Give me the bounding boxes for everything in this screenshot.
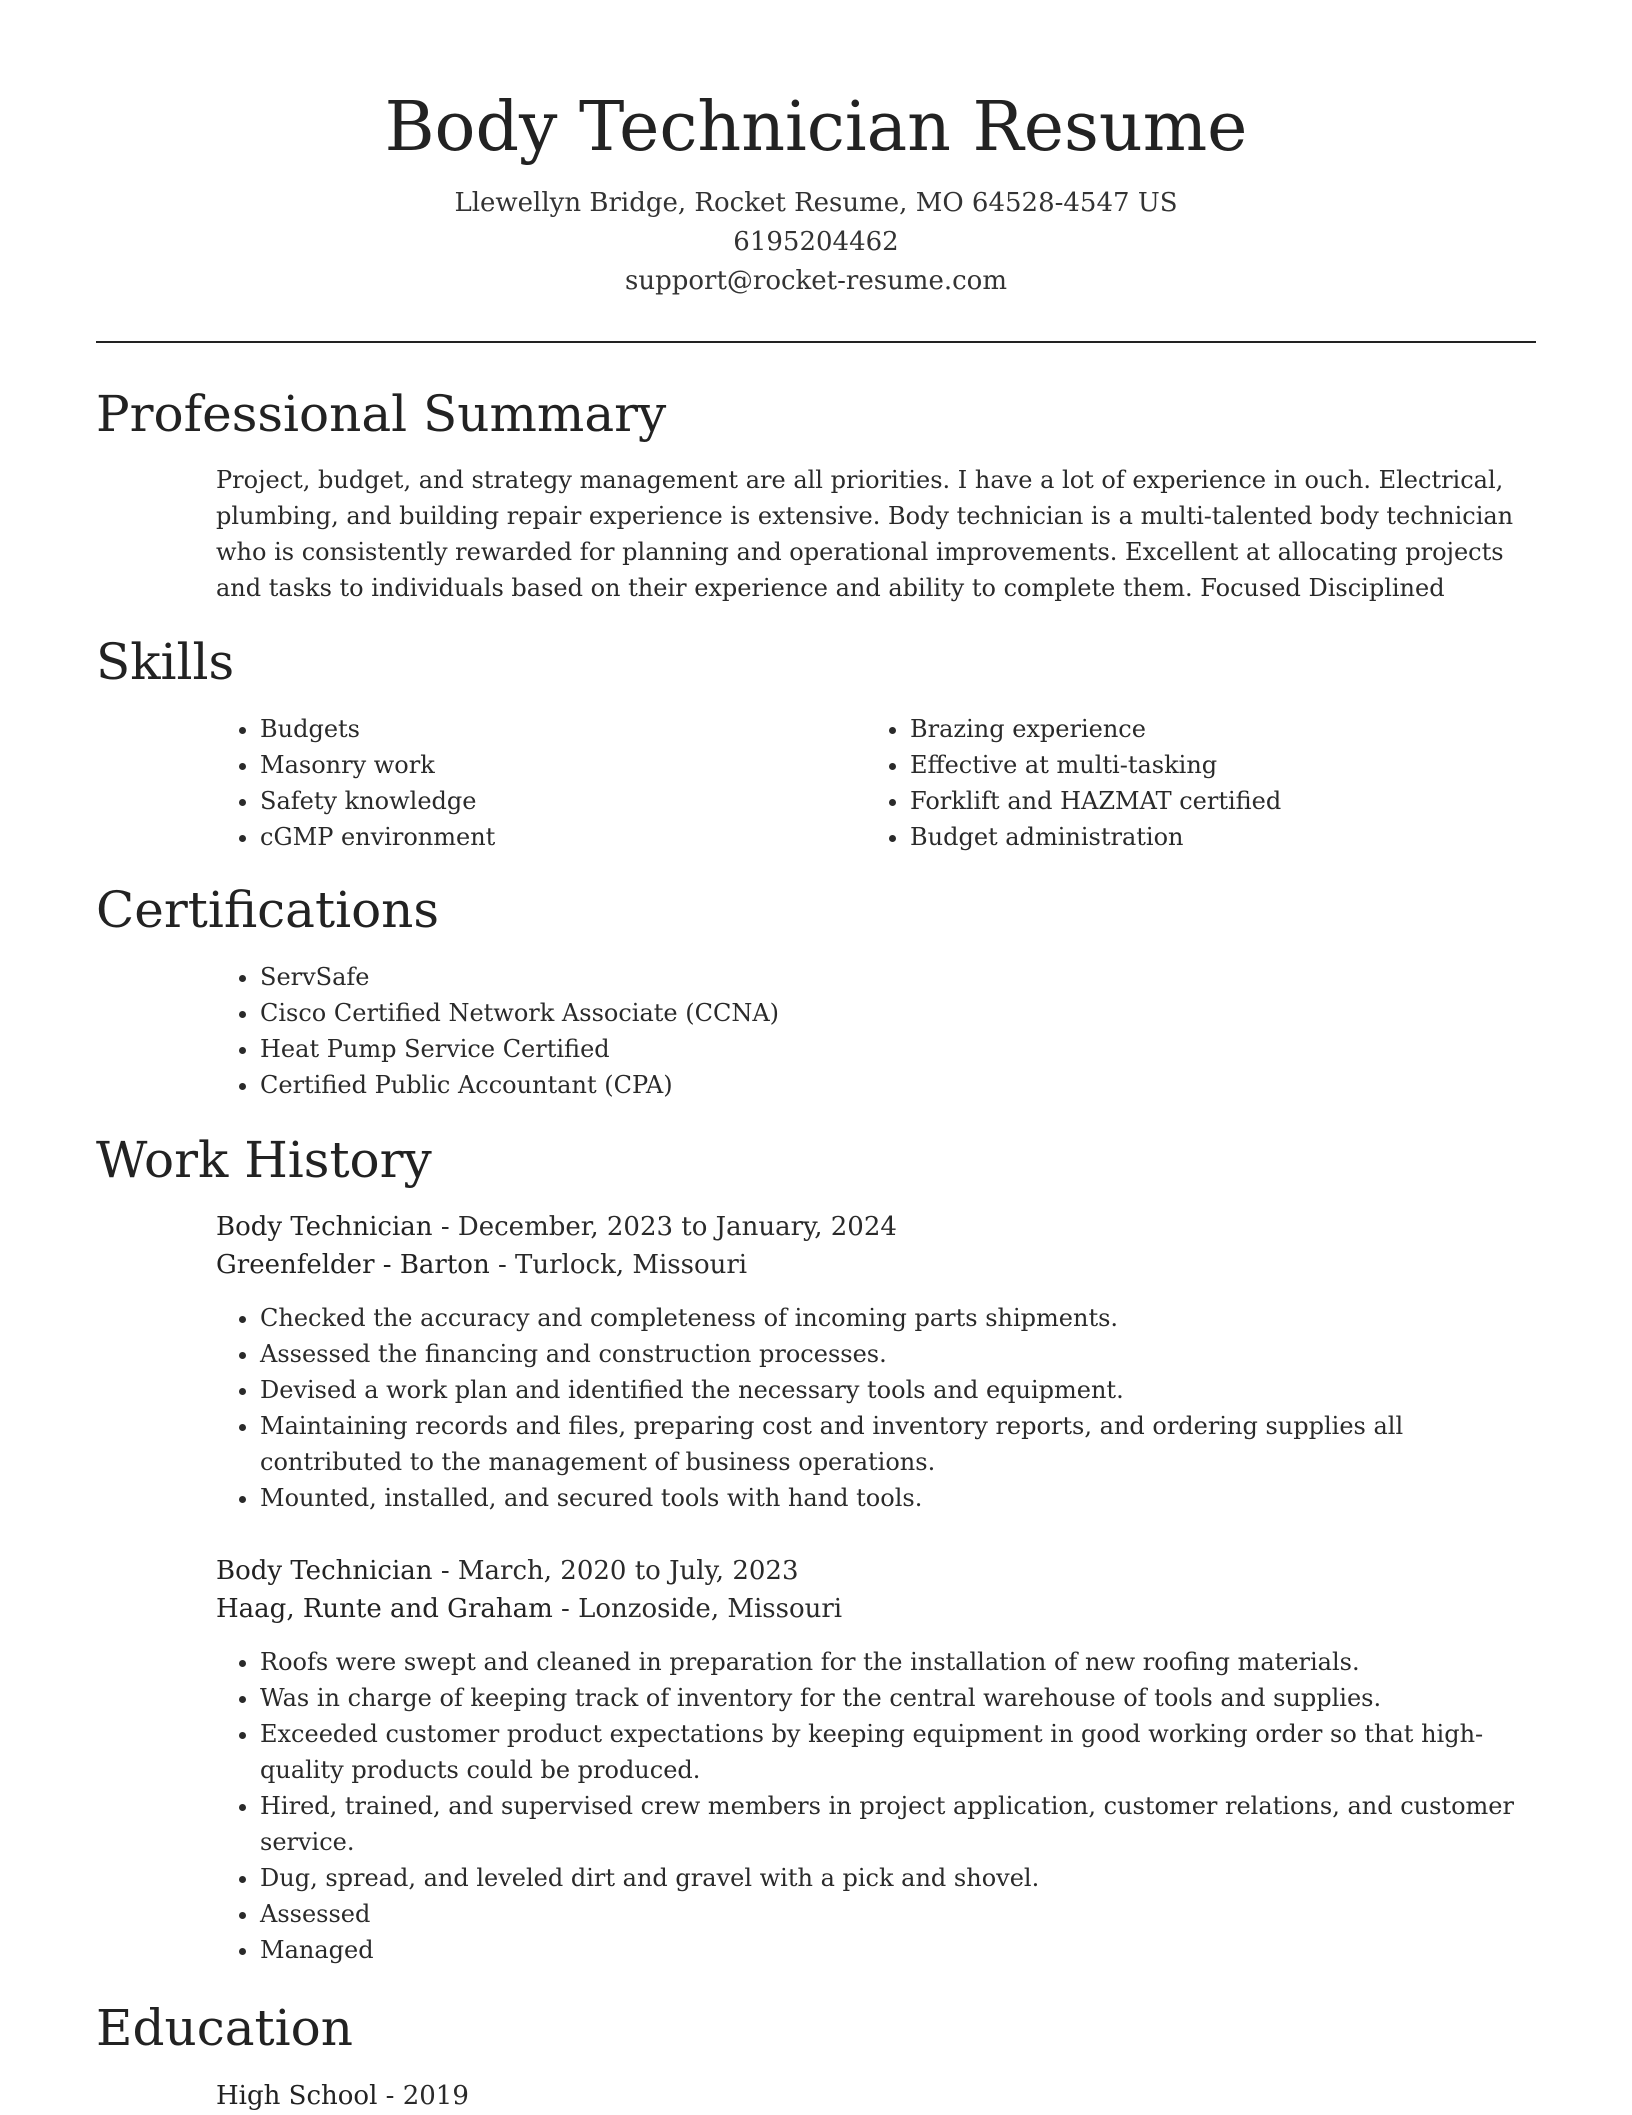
- certification-item: • ServSafe: [260, 959, 1536, 995]
- header-divider: [96, 341, 1536, 343]
- job-bullet: • Managed: [260, 1932, 1536, 1968]
- resume-header: [0, 80, 1632, 301]
- job-dates: December, 2023 to January, 2024: [457, 1212, 897, 1242]
- skill-item: • Masonry work: [260, 747, 856, 783]
- education-entry: High School - 2019: [216, 2081, 469, 2111]
- job-bullet: • Devised a work plan and identified the necessary tools and equipment.: [260, 1372, 1536, 1408]
- job-bullet: • Checked the accuracy and completeness of incoming parts shipments.: [260, 1300, 1536, 1336]
- skill-item: • Safety knowledge: [260, 783, 856, 819]
- contact-phone: 6195204462: [733, 227, 899, 257]
- job-title-line: Body Technician - March, 2020 to July, 2023: [216, 1556, 799, 1586]
- job-bullet: • Maintaining records and files, preparing cost and inventory reports, and ordering supplies all contributed to the management of business operations.: [260, 1408, 1536, 1480]
- education-school: High School: [216, 2081, 378, 2111]
- certification-item: • Cisco Certified Network Associate (CCNA): [260, 995, 1536, 1031]
- certification-item: • Heat Pump Service Certified: [260, 1031, 1536, 1067]
- contact-email: support@rocket-resume.com: [624, 266, 1007, 296]
- job-bullet: • Hired, trained, and supervised crew members in project application, customer relations, and customer service.: [260, 1788, 1536, 1860]
- skills-heading: Skills: [96, 633, 235, 691]
- certification-item: • Certified Public Accountant (CPA): [260, 1067, 1536, 1103]
- job-bullet: • Was in charge of keeping track of inventory for the central warehouse of tools and supplies.: [260, 1680, 1536, 1716]
- job-location: Lonzoside, Missouri: [578, 1594, 843, 1624]
- job-bullet: • Dug, spread, and leveled dirt and gravel with a pick and shovel.: [260, 1860, 1536, 1896]
- job-title-line: Body Technician - December, 2023 to January, 2024: [216, 1212, 897, 1242]
- education-heading: Education: [96, 1999, 353, 2057]
- job-bullet: • Assessed: [260, 1896, 1536, 1932]
- certifications-list: [216, 959, 1536, 1103]
- job-dates: March, 2020 to July, 2023: [457, 1556, 799, 1586]
- job-location: Turlock, Missouri: [515, 1250, 748, 1280]
- job-bullet: • Assessed the financing and construction processes.: [260, 1336, 1536, 1372]
- certifications-heading: Certifications: [96, 881, 440, 939]
- job-bullets: [216, 1300, 1536, 1516]
- job-entry: [216, 1552, 1536, 1968]
- job-company: Greenfelder - Barton: [216, 1250, 490, 1280]
- skill-item: • cGMP environment: [260, 819, 856, 855]
- skill-item: • Budget administration: [910, 819, 1536, 855]
- job-entry: [216, 1208, 1536, 1516]
- work-history-heading: Work History: [96, 1131, 432, 1189]
- job-company-line: Haag, Runte and Graham - Lonzoside, Missouri: [216, 1594, 843, 1624]
- education-year: 2019: [402, 2081, 469, 2111]
- job-title: Body Technician: [216, 1212, 433, 1242]
- summary-text: Project, budget, and strategy management are all priorities. I have a lot of experience in ouch. Electrical, plumbing, and building repair experience is extensive. Body technician is a multi-talented body technician who is consistently rewarded for planning and operational improvements. Excellent at allocating projects and tasks to individuals based on their experience and ability to complete them. Focused Disciplined: [216, 466, 1514, 602]
- job-company-line: Greenfelder - Barton - Turlock, Missouri: [216, 1250, 748, 1280]
- job-company: Haag, Runte and Graham: [216, 1594, 553, 1624]
- skills-column-right: [866, 711, 1536, 855]
- skill-item: • Effective at multi-tasking: [910, 747, 1536, 783]
- skill-item: • Brazing experience: [910, 711, 1536, 747]
- job-title: Body Technician: [216, 1556, 433, 1586]
- job-bullets: [216, 1644, 1536, 1968]
- job-bullet: • Exceeded customer product expectations by keeping equipment in good working order so that high-quality products could be produced.: [260, 1716, 1536, 1788]
- skill-item: • Forklift and HAZMAT certified: [910, 783, 1536, 819]
- skills-column-left: [216, 711, 856, 855]
- job-bullet: • Roofs were swept and cleaned in preparation for the installation of new roofing materials.: [260, 1644, 1536, 1680]
- resume-title: Body Technician Resume: [384, 88, 1248, 167]
- skill-item: • Budgets: [260, 711, 856, 747]
- job-bullet: • Mounted, installed, and secured tools with hand tools.: [260, 1480, 1536, 1516]
- summary-heading: Professional Summary: [96, 385, 667, 443]
- contact-address: Llewellyn Bridge, Rocket Resume, MO 64528-4547 US: [454, 188, 1178, 218]
